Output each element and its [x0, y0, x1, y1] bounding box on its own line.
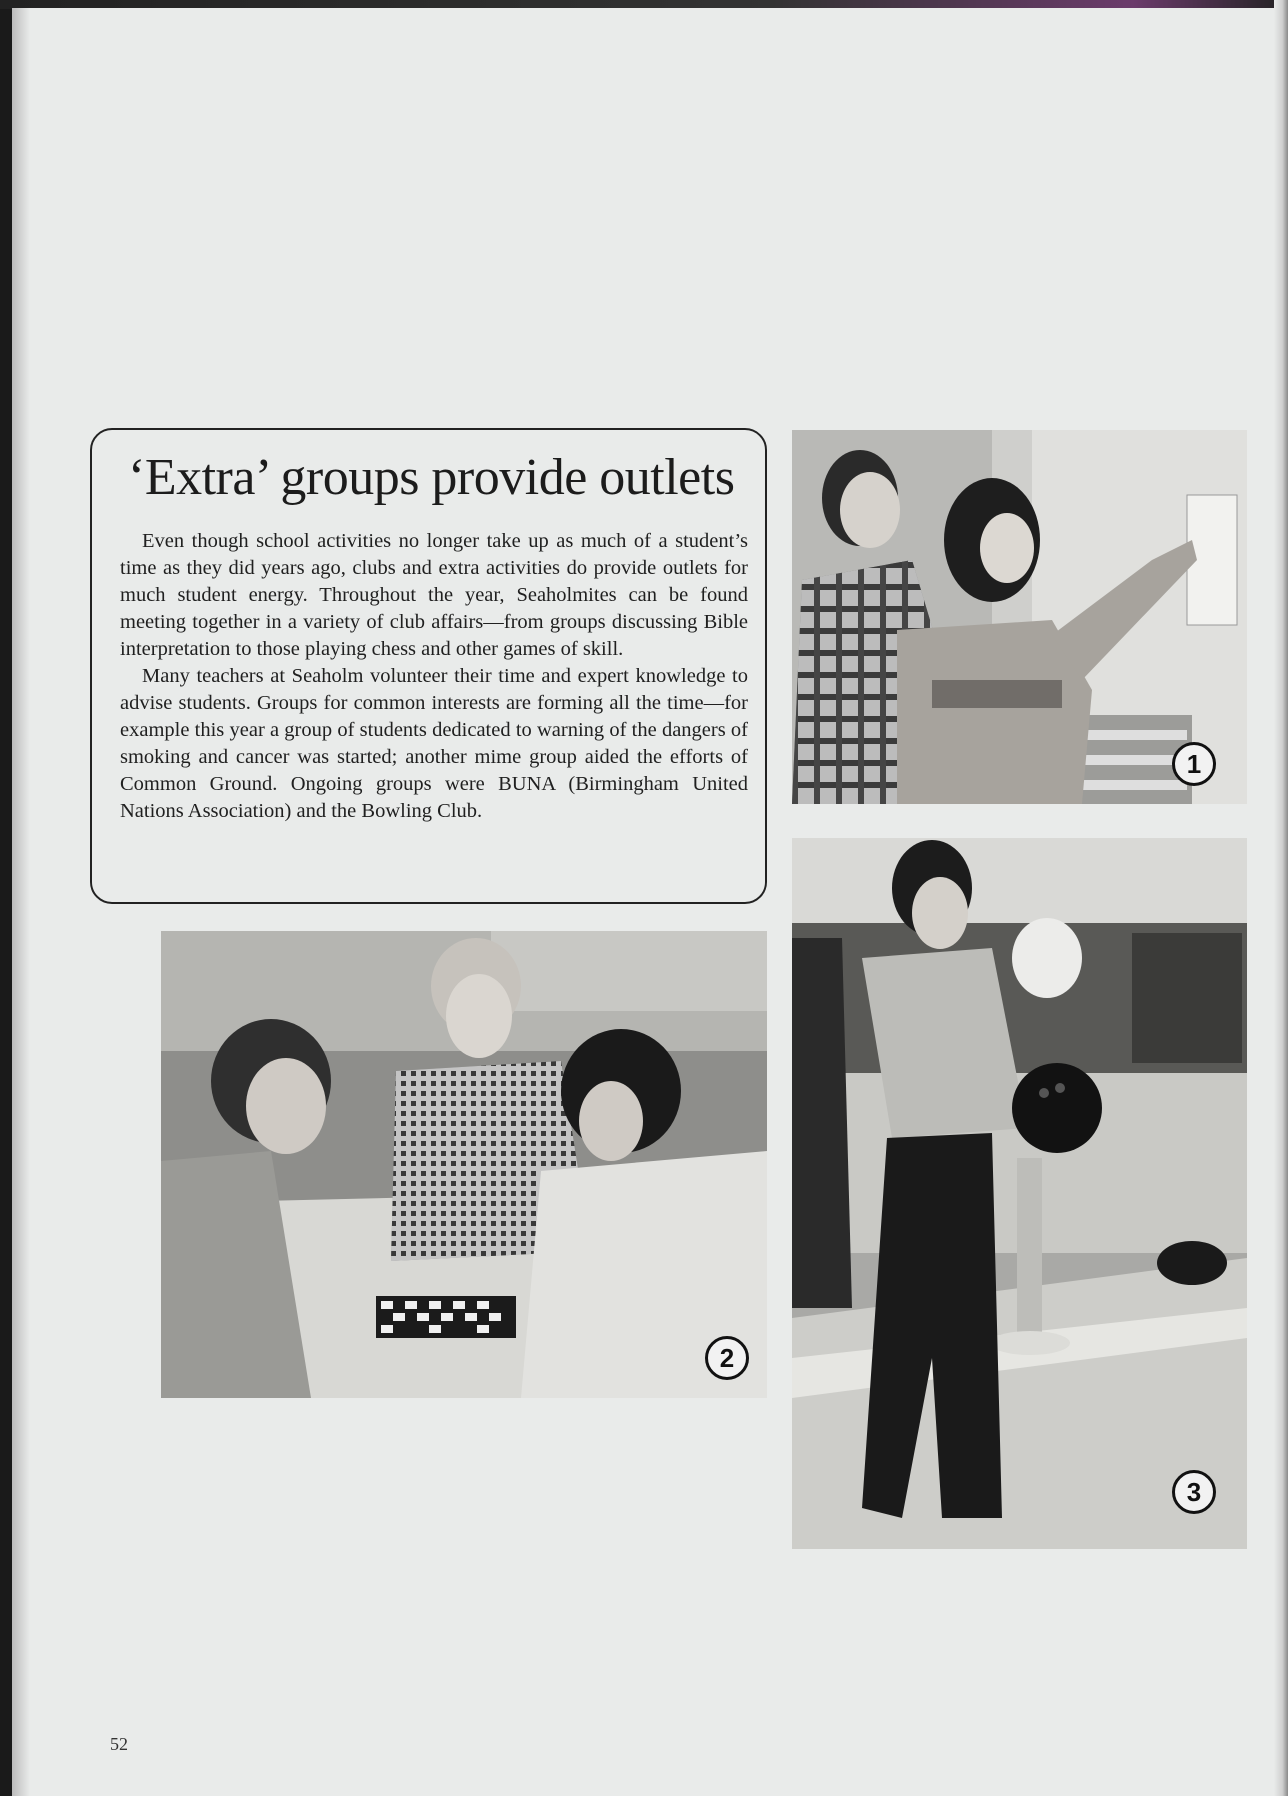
article-body [120, 528, 748, 825]
article-paragraph-2: Many teachers at Seaholm volunteer their time and expert knowledge to advise students. Groups for common interests are forming all the time—for example this year a group of students dedicated to warning of the dangers of smoking and cancer was started; another mime group aided the efforts of Common Ground. Ongoing groups were BUNA (Birmingham United Nations Association) and the Bowling Club. [120, 665, 748, 822]
photo-chess-players [161, 931, 767, 1398]
page-spine-shadow [12, 8, 30, 1796]
article-paragraph-1: Even though school activities no longer take up as much of a student’s time as they did years ago, clubs and extra activities do provide outlets for much student energy. Throughout the year, Seaholmites can be found meeting together in a variety of club affairs—from groups discussing Bible interpretation to those playing chess and other games of skill. [120, 530, 748, 660]
article-headline: ‘Extra’ groups provide outlets [128, 449, 735, 506]
page-number: 52 [110, 1734, 128, 1754]
photo-number-badge: 1 [1172, 742, 1216, 786]
right-page-edge [1274, 0, 1288, 1796]
photo-bowler [792, 838, 1247, 1549]
photo-number-badge: 3 [1172, 1470, 1216, 1514]
photo-number-badge: 2 [705, 1336, 749, 1380]
